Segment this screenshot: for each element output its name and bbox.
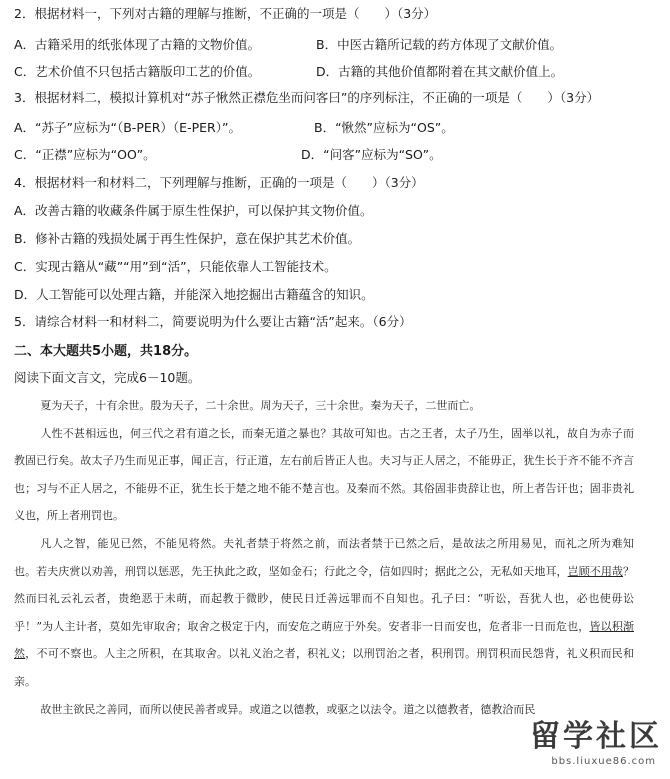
underlined-phrase: 岂顾不用哉 (567, 564, 624, 578)
classical-passage (14, 392, 634, 723)
q3-option-d: D．“问客”应标为“SO”。 (301, 147, 442, 162)
q4-option-b: B．修补古籍的残损处属于再生性保护，意在保护其艺术价值。 (14, 231, 361, 246)
site-watermark (502, 720, 662, 776)
q4-option-c: C．实现古籍从“藏”“用”到“活”，只能依靠人工智能技术。 (14, 259, 337, 274)
question-2-stem: 2．根据材料一，下列对古籍的理解与推断，不正确的一项是（ ）（3分） (14, 6, 437, 21)
passage-paragraph-1: 夏为天子，十有余世。殷为天子，二十余世。周为天子，三十余世。秦为天子，二世而亡。 (40, 399, 481, 412)
q2-option-a: A．古籍采用的纸张体现了古籍的文物价值。 (14, 37, 261, 52)
section-intro: 阅读下面文言文，完成6－10题。 (14, 370, 201, 385)
question-3-stem: 3．根据材料二，模拟计算机对“苏子愀然正襟危坐而问客曰”的序列标注，不正确的一项是（ ）（3分） (14, 90, 600, 105)
q2-option-c: C．艺术价值不只包括古籍版印工艺的价值。 (14, 64, 261, 79)
underlined-phrase: 皆以积渐然 (14, 619, 634, 661)
q4-option-a: A．改善古籍的收藏条件属于原生性保护，可以保护其文物价值。 (14, 203, 373, 218)
passage-text: ？然而曰礼云礼云者，贵绝恶于未萌，而起教于微眇，使民日迁善远罪而不自知也。孔子曰：“听讼，吾犹人也，必也使毋讼乎！”为人主计者，莫如先审取舍；取舍之极定于内，而安危之萌应于外矣。安者非一日而安也，危者非一日而危也， (14, 564, 635, 633)
q3-option-c: C．“正襟”应标为“OO”。 (14, 147, 156, 162)
q3-option-b: B．“愀然”应标为“OS”。 (314, 120, 454, 135)
passage-paragraph-2: 人性不甚相远也，何三代之君有道之长，而秦无道之暴也？其故可知也。古之王者，太子乃生，固举以礼，故自为赤子而教固已行矣。故太子乃生而见正事，闻正言，行正道，左右前后皆正人也。夫习与正人居之，不能毋正，犹生长于齐不能不齐言也；习与不正人居之，不能毋不正，犹生长于楚之地不能不楚言也。及秦而不然。其俗固非贵辞让也，所上者告讦也；固非贵礼义也，所上者刑罚也。 (14, 426, 634, 523)
q2-option-b: B．中医古籍所记载的药方体现了文献价值。 (316, 37, 563, 52)
watermark-logo: 留学社区 (530, 719, 662, 754)
watermark-url: bbs.liuxue86.com (551, 756, 656, 767)
passage-paragraph-4: 故世主欲民之善同，而所以使民善者或异。或道之以德教，或驱之以法令。道之以德教者，德教洽而民 (40, 702, 536, 716)
question-5: 5．请综合材料一和材料二，简要说明为什么要让古籍“活”起来。（6分） (14, 314, 412, 329)
q4-option-d: D．人工智能可以处理古籍，并能深入地挖掘出古籍蕴含的知识。 (14, 287, 374, 302)
passage-text: 凡人之智，能见已然，不能见将然。夫礼者禁于将然之前，而法者禁于已然之后，是故法之所用易见，而礼之所为难知也。若夫庆赏以劝善，刑罚以惩恶，先王执此之政，坚如金石；行此之令，信如四时；据此之公，无私如天地耳， (14, 536, 634, 578)
passage-text: ，不可不察也。人主之所积，在其取舍。以礼义治之者，积礼义；以刑罚治之者，积刑罚。刑罚积而民怨背，礼义积而民和亲。 (14, 647, 634, 688)
passage-paragraph-3 (14, 530, 634, 696)
q3-option-a: A．“苏子”应标为“（B-PER）（E-PER）”。 (14, 120, 241, 135)
question-4-stem: 4．根据材料一和材料二，下列理解与推断，正确的一项是（ ）（3分） (14, 175, 424, 190)
q2-option-d: D．古籍的其他价值都附着在其文献价值上。 (316, 64, 564, 79)
section-heading: 二、本大题共5小题，共18分。 (14, 344, 198, 359)
